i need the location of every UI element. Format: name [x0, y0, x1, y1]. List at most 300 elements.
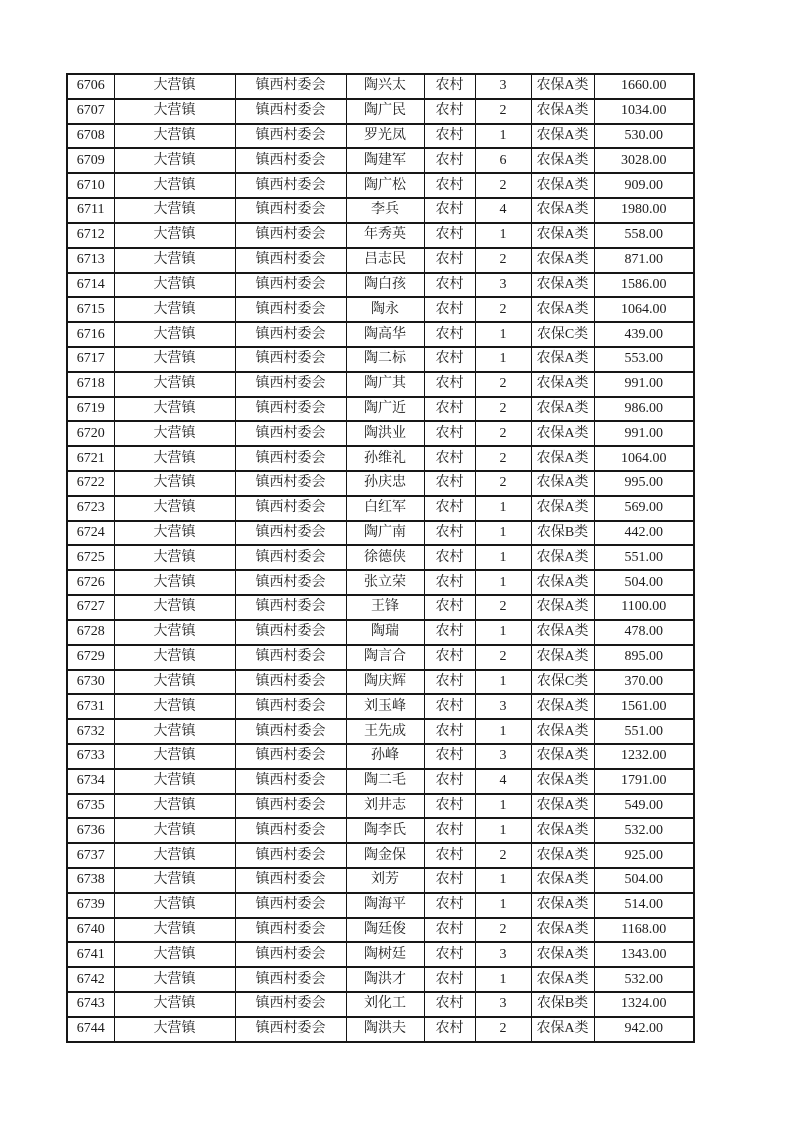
cell-town: 大营镇: [114, 645, 235, 670]
cell-amount: 551.00: [594, 719, 694, 744]
cell-insurance-category: 农保A类: [531, 248, 594, 273]
table-row: [67, 198, 694, 223]
cell-person-count: 1: [475, 818, 531, 843]
cell-person-name: 陶瑞: [346, 620, 424, 645]
cell-residence-type: 农村: [424, 198, 475, 223]
cell-amount: 1791.00: [594, 769, 694, 794]
cell-amount: 478.00: [594, 620, 694, 645]
cell-person-count: 1: [475, 967, 531, 992]
cell-insurance-category: 农保A类: [531, 893, 594, 918]
cell-village-committee: 镇西村委会: [235, 694, 346, 719]
cell-person-count: 1: [475, 521, 531, 546]
cell-amount: 991.00: [594, 421, 694, 446]
cell-amount: 871.00: [594, 248, 694, 273]
cell-person-name: 陶广民: [346, 99, 424, 124]
cell-insurance-category: 农保A类: [531, 99, 594, 124]
cell-person-count: 2: [475, 421, 531, 446]
cell-village-committee: 镇西村委会: [235, 347, 346, 372]
cell-residence-type: 农村: [424, 74, 475, 99]
table-row: [67, 1017, 694, 1042]
table-row: [67, 670, 694, 695]
cell-town: 大营镇: [114, 694, 235, 719]
cell-insurance-category: 农保A类: [531, 942, 594, 967]
cell-amount: 1586.00: [594, 273, 694, 298]
table-row: [67, 521, 694, 546]
cell-person-count: 2: [475, 446, 531, 471]
cell-residence-type: 农村: [424, 521, 475, 546]
cell-residence-type: 农村: [424, 421, 475, 446]
cell-amount: 1561.00: [594, 694, 694, 719]
table-row: [67, 645, 694, 670]
cell-person-name: 陶庆辉: [346, 670, 424, 695]
table-row: [67, 545, 694, 570]
cell-amount: 1232.00: [594, 744, 694, 769]
table-row: [67, 818, 694, 843]
cell-person-count: 2: [475, 645, 531, 670]
cell-village-committee: 镇西村委会: [235, 173, 346, 198]
cell-village-committee: 镇西村委会: [235, 148, 346, 173]
cell-serial-number: 6729: [67, 645, 114, 670]
cell-person-name: 陶永: [346, 297, 424, 322]
cell-amount: 1343.00: [594, 942, 694, 967]
cell-village-committee: 镇西村委会: [235, 372, 346, 397]
cell-person-name: 张立荣: [346, 570, 424, 595]
cell-town: 大营镇: [114, 223, 235, 248]
cell-village-committee: 镇西村委会: [235, 744, 346, 769]
cell-residence-type: 农村: [424, 645, 475, 670]
cell-person-count: 1: [475, 223, 531, 248]
cell-village-committee: 镇西村委会: [235, 223, 346, 248]
cell-town: 大营镇: [114, 173, 235, 198]
cell-town: 大营镇: [114, 273, 235, 298]
cell-amount: 909.00: [594, 173, 694, 198]
cell-residence-type: 农村: [424, 620, 475, 645]
cell-amount: 532.00: [594, 967, 694, 992]
cell-serial-number: 6730: [67, 670, 114, 695]
cell-town: 大营镇: [114, 918, 235, 943]
cell-person-name: 陶树廷: [346, 942, 424, 967]
cell-person-name: 陶金保: [346, 843, 424, 868]
cell-village-committee: 镇西村委会: [235, 124, 346, 149]
cell-person-name: 罗光凤: [346, 124, 424, 149]
cell-town: 大营镇: [114, 818, 235, 843]
cell-insurance-category: 农保B类: [531, 992, 594, 1017]
cell-town: 大营镇: [114, 893, 235, 918]
cell-amount: 549.00: [594, 794, 694, 819]
cell-residence-type: 农村: [424, 719, 475, 744]
cell-village-committee: 镇西村委会: [235, 99, 346, 124]
table-row: [67, 744, 694, 769]
table-row: [67, 570, 694, 595]
cell-person-count: 3: [475, 273, 531, 298]
cell-village-committee: 镇西村委会: [235, 446, 346, 471]
cell-village-committee: 镇西村委会: [235, 769, 346, 794]
cell-person-name: 陶洪业: [346, 421, 424, 446]
cell-residence-type: 农村: [424, 446, 475, 471]
cell-person-count: 2: [475, 918, 531, 943]
cell-insurance-category: 农保A类: [531, 744, 594, 769]
cell-village-committee: 镇西村委会: [235, 198, 346, 223]
cell-village-committee: 镇西村委会: [235, 521, 346, 546]
table-body: [67, 74, 694, 1042]
table-row: [67, 694, 694, 719]
table-row: [67, 893, 694, 918]
cell-residence-type: 农村: [424, 942, 475, 967]
cell-amount: 504.00: [594, 868, 694, 893]
cell-person-name: 陶兴太: [346, 74, 424, 99]
cell-person-count: 1: [475, 893, 531, 918]
cell-village-committee: 镇西村委会: [235, 645, 346, 670]
cell-person-count: 1: [475, 868, 531, 893]
cell-residence-type: 农村: [424, 397, 475, 422]
cell-serial-number: 6744: [67, 1017, 114, 1042]
cell-serial-number: 6719: [67, 397, 114, 422]
cell-person-name: 白红军: [346, 496, 424, 521]
cell-person-name: 孙峰: [346, 744, 424, 769]
cell-village-committee: 镇西村委会: [235, 273, 346, 298]
cell-person-count: 1: [475, 496, 531, 521]
cell-village-committee: 镇西村委会: [235, 421, 346, 446]
cell-residence-type: 农村: [424, 694, 475, 719]
cell-residence-type: 农村: [424, 818, 475, 843]
cell-town: 大营镇: [114, 719, 235, 744]
cell-serial-number: 6712: [67, 223, 114, 248]
cell-serial-number: 6727: [67, 595, 114, 620]
cell-residence-type: 农村: [424, 496, 475, 521]
cell-residence-type: 农村: [424, 124, 475, 149]
cell-village-committee: 镇西村委会: [235, 967, 346, 992]
cell-village-committee: 镇西村委会: [235, 297, 346, 322]
table-row: [67, 372, 694, 397]
table-row: [67, 297, 694, 322]
table-row: [67, 918, 694, 943]
cell-town: 大营镇: [114, 372, 235, 397]
cell-amount: 1980.00: [594, 198, 694, 223]
cell-person-name: 陶高华: [346, 322, 424, 347]
cell-village-committee: 镇西村委会: [235, 74, 346, 99]
cell-village-committee: 镇西村委会: [235, 670, 346, 695]
cell-insurance-category: 农保A类: [531, 223, 594, 248]
cell-amount: 942.00: [594, 1017, 694, 1042]
cell-serial-number: 6733: [67, 744, 114, 769]
cell-amount: 995.00: [594, 471, 694, 496]
table-row: [67, 273, 694, 298]
cell-person-count: 2: [475, 1017, 531, 1042]
cell-serial-number: 6708: [67, 124, 114, 149]
cell-village-committee: 镇西村委会: [235, 918, 346, 943]
cell-town: 大营镇: [114, 942, 235, 967]
cell-insurance-category: 农保A类: [531, 570, 594, 595]
cell-person-name: 陶洪夫: [346, 1017, 424, 1042]
cell-serial-number: 6732: [67, 719, 114, 744]
cell-amount: 1064.00: [594, 446, 694, 471]
cell-amount: 514.00: [594, 893, 694, 918]
table-row: [67, 124, 694, 149]
cell-person-name: 孙庆忠: [346, 471, 424, 496]
cell-residence-type: 农村: [424, 595, 475, 620]
cell-person-count: 2: [475, 595, 531, 620]
cell-insurance-category: 农保A类: [531, 769, 594, 794]
cell-amount: 551.00: [594, 545, 694, 570]
cell-person-name: 王先成: [346, 719, 424, 744]
table-row: [67, 173, 694, 198]
cell-insurance-category: 农保A类: [531, 347, 594, 372]
table-row: [67, 868, 694, 893]
cell-serial-number: 6725: [67, 545, 114, 570]
cell-town: 大营镇: [114, 99, 235, 124]
cell-town: 大营镇: [114, 868, 235, 893]
cell-amount: 1064.00: [594, 297, 694, 322]
cell-insurance-category: 农保A类: [531, 694, 594, 719]
cell-town: 大营镇: [114, 347, 235, 372]
cell-insurance-category: 农保A类: [531, 471, 594, 496]
cell-town: 大营镇: [114, 198, 235, 223]
cell-serial-number: 6741: [67, 942, 114, 967]
cell-town: 大营镇: [114, 794, 235, 819]
cell-village-committee: 镇西村委会: [235, 248, 346, 273]
cell-serial-number: 6716: [67, 322, 114, 347]
cell-serial-number: 6739: [67, 893, 114, 918]
cell-insurance-category: 农保A类: [531, 1017, 594, 1042]
table-row: [67, 99, 694, 124]
cell-person-count: 3: [475, 744, 531, 769]
cell-residence-type: 农村: [424, 918, 475, 943]
cell-person-name: 陶广南: [346, 521, 424, 546]
cell-person-name: 徐德侠: [346, 545, 424, 570]
cell-serial-number: 6734: [67, 769, 114, 794]
cell-person-name: 陶廷俊: [346, 918, 424, 943]
cell-person-count: 1: [475, 322, 531, 347]
table-row: [67, 347, 694, 372]
cell-serial-number: 6742: [67, 967, 114, 992]
cell-person-name: 孙维礼: [346, 446, 424, 471]
cell-insurance-category: 农保A类: [531, 843, 594, 868]
table-row: [67, 942, 694, 967]
cell-residence-type: 农村: [424, 670, 475, 695]
cell-person-name: 陶李氏: [346, 818, 424, 843]
cell-residence-type: 农村: [424, 148, 475, 173]
cell-person-count: 1: [475, 794, 531, 819]
cell-serial-number: 6728: [67, 620, 114, 645]
cell-insurance-category: 农保A类: [531, 124, 594, 149]
cell-person-count: 2: [475, 248, 531, 273]
cell-insurance-category: 农保C类: [531, 322, 594, 347]
cell-insurance-category: 农保A类: [531, 496, 594, 521]
cell-person-name: 陶二毛: [346, 769, 424, 794]
cell-insurance-category: 农保A类: [531, 545, 594, 570]
cell-village-committee: 镇西村委会: [235, 397, 346, 422]
cell-insurance-category: 农保A类: [531, 446, 594, 471]
cell-town: 大营镇: [114, 446, 235, 471]
table-row: [67, 248, 694, 273]
cell-person-count: 3: [475, 74, 531, 99]
cell-insurance-category: 农保A类: [531, 595, 594, 620]
cell-serial-number: 6735: [67, 794, 114, 819]
cell-person-name: 陶二标: [346, 347, 424, 372]
table-row: [67, 496, 694, 521]
table-row: [67, 719, 694, 744]
cell-serial-number: 6717: [67, 347, 114, 372]
cell-amount: 3028.00: [594, 148, 694, 173]
cell-town: 大营镇: [114, 769, 235, 794]
cell-residence-type: 农村: [424, 347, 475, 372]
cell-residence-type: 农村: [424, 1017, 475, 1042]
cell-residence-type: 农村: [424, 992, 475, 1017]
cell-village-committee: 镇西村委会: [235, 496, 346, 521]
cell-serial-number: 6723: [67, 496, 114, 521]
cell-insurance-category: 农保A类: [531, 148, 594, 173]
cell-serial-number: 6738: [67, 868, 114, 893]
cell-residence-type: 农村: [424, 794, 475, 819]
cell-insurance-category: 农保A类: [531, 818, 594, 843]
cell-insurance-category: 农保A类: [531, 645, 594, 670]
cell-residence-type: 农村: [424, 322, 475, 347]
cell-insurance-category: 农保A类: [531, 173, 594, 198]
cell-serial-number: 6737: [67, 843, 114, 868]
table-row: [67, 843, 694, 868]
cell-person-count: 3: [475, 992, 531, 1017]
cell-serial-number: 6713: [67, 248, 114, 273]
cell-town: 大营镇: [114, 620, 235, 645]
cell-serial-number: 6709: [67, 148, 114, 173]
cell-residence-type: 农村: [424, 372, 475, 397]
cell-town: 大营镇: [114, 595, 235, 620]
cell-town: 大营镇: [114, 124, 235, 149]
table-row: [67, 967, 694, 992]
cell-village-committee: 镇西村委会: [235, 322, 346, 347]
cell-person-count: 2: [475, 173, 531, 198]
cell-residence-type: 农村: [424, 868, 475, 893]
table-row: [67, 223, 694, 248]
cell-person-count: 1: [475, 124, 531, 149]
cell-residence-type: 农村: [424, 570, 475, 595]
cell-person-name: 吕志民: [346, 248, 424, 273]
cell-village-committee: 镇西村委会: [235, 942, 346, 967]
cell-person-count: 2: [475, 372, 531, 397]
cell-person-count: 3: [475, 942, 531, 967]
cell-person-name: 刘玉峰: [346, 694, 424, 719]
cell-village-committee: 镇西村委会: [235, 595, 346, 620]
cell-insurance-category: 农保A类: [531, 74, 594, 99]
cell-person-count: 2: [475, 843, 531, 868]
cell-residence-type: 农村: [424, 273, 475, 298]
cell-residence-type: 农村: [424, 769, 475, 794]
cell-person-name: 李兵: [346, 198, 424, 223]
cell-person-name: 陶海平: [346, 893, 424, 918]
cell-person-count: 1: [475, 620, 531, 645]
cell-amount: 569.00: [594, 496, 694, 521]
cell-serial-number: 6726: [67, 570, 114, 595]
cell-insurance-category: 农保A类: [531, 794, 594, 819]
cell-amount: 530.00: [594, 124, 694, 149]
cell-insurance-category: 农保A类: [531, 967, 594, 992]
cell-person-name: 陶白孩: [346, 273, 424, 298]
cell-town: 大营镇: [114, 967, 235, 992]
cell-serial-number: 6711: [67, 198, 114, 223]
cell-residence-type: 农村: [424, 297, 475, 322]
cell-town: 大营镇: [114, 74, 235, 99]
cell-amount: 895.00: [594, 645, 694, 670]
cell-amount: 1034.00: [594, 99, 694, 124]
cell-town: 大营镇: [114, 670, 235, 695]
cell-residence-type: 农村: [424, 893, 475, 918]
cell-residence-type: 农村: [424, 967, 475, 992]
cell-person-count: 1: [475, 545, 531, 570]
cell-town: 大营镇: [114, 521, 235, 546]
cell-residence-type: 农村: [424, 99, 475, 124]
cell-town: 大营镇: [114, 297, 235, 322]
cell-insurance-category: 农保A类: [531, 273, 594, 298]
cell-insurance-category: 农保A类: [531, 620, 594, 645]
cell-insurance-category: 农保B类: [531, 521, 594, 546]
cell-serial-number: 6731: [67, 694, 114, 719]
cell-insurance-category: 农保C类: [531, 670, 594, 695]
cell-person-count: 6: [475, 148, 531, 173]
cell-residence-type: 农村: [424, 744, 475, 769]
cell-person-count: 1: [475, 670, 531, 695]
cell-person-name: 陶广近: [346, 397, 424, 422]
cell-person-count: 1: [475, 570, 531, 595]
cell-person-name: 王锋: [346, 595, 424, 620]
cell-residence-type: 农村: [424, 223, 475, 248]
cell-serial-number: 6736: [67, 818, 114, 843]
cell-village-committee: 镇西村委会: [235, 471, 346, 496]
cell-person-name: 陶建军: [346, 148, 424, 173]
cell-person-count: 2: [475, 99, 531, 124]
cell-person-count: 1: [475, 719, 531, 744]
cell-person-name: 刘芳: [346, 868, 424, 893]
cell-amount: 1324.00: [594, 992, 694, 1017]
cell-town: 大营镇: [114, 570, 235, 595]
cell-person-count: 4: [475, 198, 531, 223]
cell-town: 大营镇: [114, 496, 235, 521]
cell-person-count: 4: [475, 769, 531, 794]
cell-amount: 925.00: [594, 843, 694, 868]
cell-person-name: 陶洪才: [346, 967, 424, 992]
cell-serial-number: 6743: [67, 992, 114, 1017]
cell-amount: 986.00: [594, 397, 694, 422]
cell-serial-number: 6718: [67, 372, 114, 397]
cell-town: 大营镇: [114, 421, 235, 446]
cell-town: 大营镇: [114, 148, 235, 173]
cell-village-committee: 镇西村委会: [235, 570, 346, 595]
table-row: [67, 74, 694, 99]
cell-town: 大营镇: [114, 992, 235, 1017]
cell-town: 大营镇: [114, 322, 235, 347]
cell-person-name: 刘化工: [346, 992, 424, 1017]
cell-person-count: 2: [475, 397, 531, 422]
cell-serial-number: 6724: [67, 521, 114, 546]
cell-residence-type: 农村: [424, 545, 475, 570]
cell-village-committee: 镇西村委会: [235, 1017, 346, 1042]
cell-amount: 370.00: [594, 670, 694, 695]
table-row: [67, 769, 694, 794]
table-row: [67, 620, 694, 645]
cell-person-count: 2: [475, 297, 531, 322]
cell-serial-number: 6710: [67, 173, 114, 198]
cell-town: 大营镇: [114, 744, 235, 769]
cell-village-committee: 镇西村委会: [235, 992, 346, 1017]
cell-amount: 442.00: [594, 521, 694, 546]
cell-amount: 1168.00: [594, 918, 694, 943]
cell-residence-type: 农村: [424, 173, 475, 198]
cell-person-count: 2: [475, 471, 531, 496]
cell-amount: 504.00: [594, 570, 694, 595]
cell-village-committee: 镇西村委会: [235, 893, 346, 918]
cell-village-committee: 镇西村委会: [235, 843, 346, 868]
cell-town: 大营镇: [114, 1017, 235, 1042]
cell-person-count: 3: [475, 694, 531, 719]
